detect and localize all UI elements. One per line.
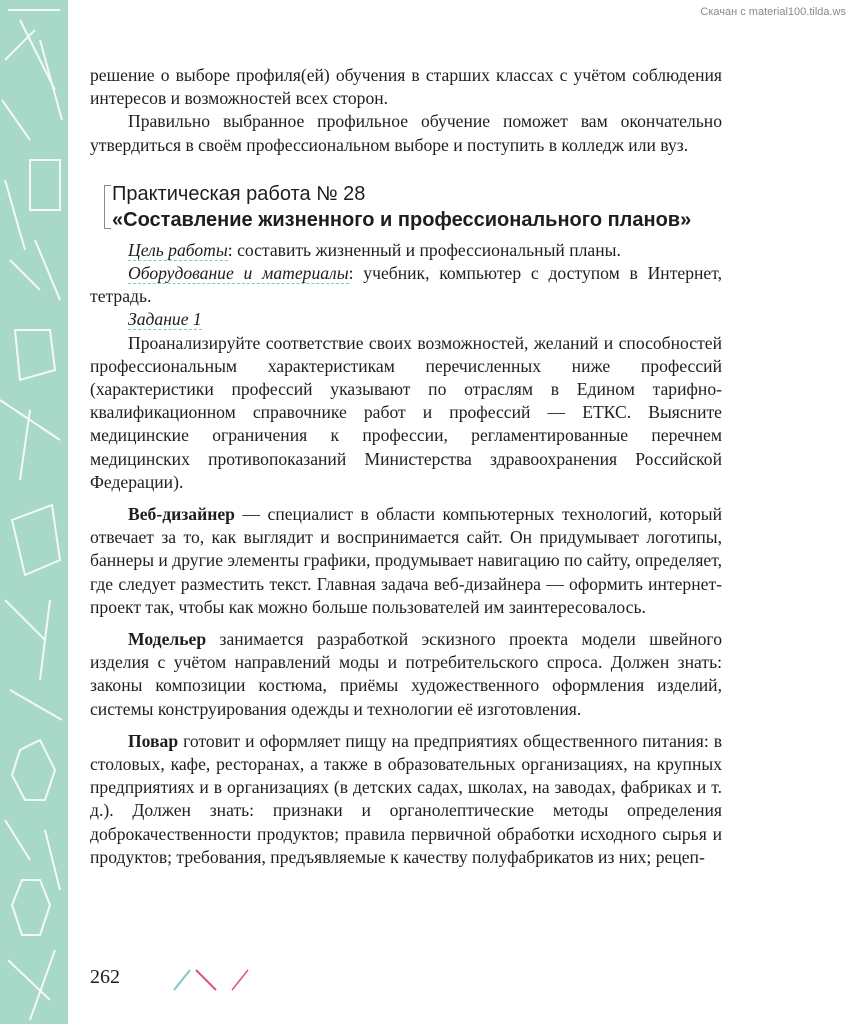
equipment-text: : учебник, компьютер с доступом в Интернет, тетрадь.	[90, 263, 722, 307]
decorative-sidebar	[0, 0, 68, 1024]
profession-text: занимается разработкой эскизного проекта модели швейного изделия с учётом направлений моды и потребительского спроса. Должен знать: законы композиции костюма, приёмы художественного оформления изделий, системы конструирования одежды и технологии её изготовления.	[90, 629, 722, 719]
profession-name: Модельер	[128, 629, 207, 650]
profession-paragraph	[90, 628, 722, 721]
profession-name: Веб-дизайнер	[128, 504, 235, 525]
profession-name: Повар	[128, 730, 179, 751]
geometric-pattern-icon	[0, 0, 68, 1024]
goal-text: : составить жизненный и профессиональный планы.	[227, 239, 621, 260]
heading-bracket-icon	[104, 185, 111, 229]
task-label-paragraph	[90, 308, 722, 331]
task-label: Задание 1	[128, 309, 202, 330]
source-watermark: Скачан с material100.tilda.ws	[700, 6, 846, 18]
decorative-slashes-icon	[172, 966, 262, 992]
profession-paragraph	[90, 730, 722, 869]
intro-paragraph-2: Правильно выбранное профильное обучение поможет вам окончательно утвердиться в своём профессиональном выборе и поступить в колледж или вуз.	[90, 111, 722, 155]
profession-paragraph	[90, 503, 722, 619]
page-body	[90, 64, 722, 869]
heading-line-2: «Составление жизненного и профессионального планов»	[112, 208, 692, 231]
goal-paragraph	[90, 239, 722, 262]
intro-paragraph-1: решение о выборе профиля(ей) обучения в старших классах с учётом соблюдения интересов и возможностей всех сторон.	[90, 65, 722, 109]
equipment-label: Оборудование и материалы	[128, 263, 349, 284]
profession-text: — специалист в области компьютерных технологий, который отвечает за то, как выглядит и воспринимается сайт. Он придумывает логотипы, баннеры и другие элементы графики, продумывает навигацию по сайту, определяет, где следует разместить текст. Главная задача веб-дизайнера — оформить интернет-проект так, чтобы как можно больше пользователей им заинтересовалось.	[90, 504, 722, 617]
equipment-paragraph	[90, 262, 722, 308]
practical-work-heading	[90, 181, 722, 233]
task-paragraph: Проанализируйте соответствие своих возможностей, желаний и способностей профессиональным характеристикам перечисленных ниже профессий (характеристики профессий указывают по отраслям в Едином тарифно-квалификационном справочнике работ и профессий — ЕТКС. Выясните медицинские ограничения к профессии, регламентированные перечнем медицинских противопоказаний Министерства здравоохранения Российской Федерации).	[90, 332, 722, 492]
profession-text: готовит и оформляет пищу на предприятиях общественного питания: в столовых, кафе, ресторанах, а также в образовательных организациях, на крупных предприятиях и в организациях (в детских садах, школах, на заводах, фабриках и т. д.). Должен знать: признаки и органолептические методы определения доброкачественности продуктов; правила первичной обработки исходного сырья и продуктов; требования, предъявляемые к качеству полуфабрикатов из них; рецеп-	[90, 730, 722, 867]
page-number: 262	[90, 966, 120, 988]
heading-line-1: Практическая работа № 28	[112, 182, 366, 205]
goal-label: Цель работы	[128, 239, 228, 260]
